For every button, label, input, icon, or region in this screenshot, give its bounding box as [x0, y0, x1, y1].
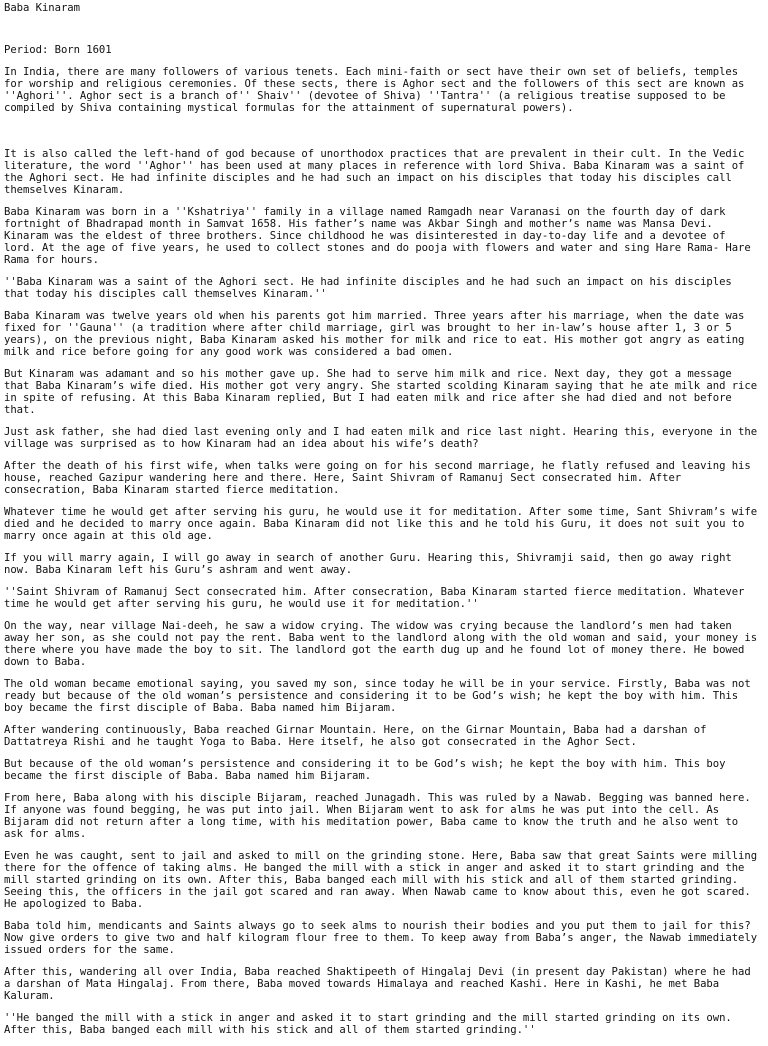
pull-quote: ''Baba Kinaram was a saint of the Aghori sect. He had infinite disciples and he had such an impact on his disciples that today his disciples call themselves Kinaram.'': [4, 276, 732, 300]
paragraph: Even he was caught, sent to jail and asked to mill on the grinding stone. Here, Baba saw that great Saints were milling there for the offence of taking alms. He banged the mill with a stick in anger and asked it to start grinding and the mill started grinding on its own. After this, Baba banged each mill with his stick and all of them started grinding. Seeing this, the officers in the jail got scared and ran away. When Nawab came to know about this, even he got scared. He apologized to Baba.: [4, 850, 758, 910]
paragraph: If you will marry again, I will go away in search of another Guru. Hearing this, Shivramji said, then go away right now. Baba Kinaram left his Guru’s ashram and went away.: [4, 552, 732, 576]
paragraph: After this, wandering all over India, Baba reached Shaktipeeth of Hingalaj Devi (in present day Pakistan) where he had a darshan of Mata Hingalaj. From there, Baba moved towards Himalaya and reached Kashi. Here in Kashi, he met Baba Kaluram.: [4, 966, 751, 1002]
pull-quote: ''Saint Shivram of Ramanuj Sect consecrated him. After consecration, Baba Kinaram started fierce meditation. Whatever time he would get after serving his guru, he would use it for meditation.'': [4, 586, 745, 610]
paragraph: Just ask father, she had died last evening only and I had eaten milk and rice last night. Hearing this, everyone in the village was surprised as to how Kinaram had an idea about his wife’s death?: [4, 426, 758, 450]
document-page: [4, 2, 762, 1046]
paragraph: But because of the old woman’s persistence and considering it to be God’s wish; he kept the boy with him. This boy became the first disciple of Baba. Baba named him Bijaram.: [4, 758, 726, 782]
paragraph: The old woman became emotional saying, you saved my son, since today he will be in your service. Firstly, Baba was not ready but because of the old woman’s persistence and considering it to be God’s wish; he kept the boy with him. This boy became the first disciple of Baba. Baba named him Bijaram.: [4, 678, 751, 714]
paragraph: Baba Kinaram was twelve years old when his parents got him married. Three years after his marriage, when the date was fixed for ''Gauna'' (a tradition where after child marriage, girl was brought to her in-law’s house after 1, 3 or 5 years), on the previous night, Baba Kinaram asked his mother for milk and rice to eat. His mother got angry as eating milk and rice before going for any good work was considered a bad omen.: [4, 310, 745, 358]
paragraph: After the death of his first wife, when talks were going on for his second marriage, he flatly refused and leaving his house, reached Gazipur wandering here and there. Here, Saint Shivram of Ramanuj Sect consecrated him. After consecration, Baba Kinaram started fierce meditation.: [4, 460, 751, 496]
period-line: Period: Born 1601: [4, 44, 112, 56]
paragraph: Baba told him, mendicants and Saints always go to seek alms to nourish their bodies and you put them to jail for this? Now give orders to give two and half kilogram flour free to them. To keep away from Baba’s anger, the Nawab immediately issued orders for the same.: [4, 920, 758, 956]
paragraph: It is also called the left-hand of god because of unorthodox practices that are prevalent in their cult. In the Vedic literature, the word ''Aghor'' has been used at many places in reference with lord Shiva. Baba Kinaram was a saint of the Aghori sect. He had infinite disciples and he had such an impact on his disciples that today his disciples call themselves Kinaram.: [4, 148, 745, 196]
pull-quote: ''He banged the mill with a stick in anger and asked it to start grinding and the mill started grinding on its own. After this, Baba banged each mill with his stick and all of them started grinding.'': [4, 1012, 732, 1036]
paragraph: But Kinaram was adamant and so his mother gave up. She had to serve him milk and rice. Next day, they got a message that Baba Kinaram’s wife died. His mother got very angry. She started scolding Kinaram saying that he ate milk and rice in spite of refusing. At this Baba Kinaram replied, But I had eaten milk and rice after she had died and not before that.: [4, 368, 758, 416]
document-title: Baba Kinaram: [4, 2, 80, 14]
paragraph: After wandering continuously, Baba reached Girnar Mountain. Here, on the Girnar Mountain, Baba had a darshan of Dattatreya Rishi and he taught Yoga to Baba. Here itself, he also got consecrated in the Aghor Sect.: [4, 724, 707, 748]
paragraph: In India, there are many followers of various tenets. Each mini-faith or sect have their own set of beliefs, temples for worship and religious ceremonies. Of these sects, there is Aghor sect and the followers of this sect are known as ''Aghori''. Aghor sect is a branch of'' Shaiv'' (devotee of Shiva) ''Tantra'' (a religious treatise supposed to be compiled by Shiva containing mystical formulas for the attainment of supernatural powers).: [4, 66, 745, 114]
paragraph: Baba Kinaram was born in a ''Kshatriya'' family in a village named Ramgadh near Varanasi on the fourth day of dark fortnight of Bhadrapad month in Samvat 1658. His father’s name was Akbar Singh and mother’s name was Mansa Devi. Kinaram was the eldest of three brothers. Since childhood he was disinterested in day-to-day life and a devotee of lord. At the age of five years, he used to collect stones and do pooja with flowers and water and sing Hare Rama- Hare Rama for hours.: [4, 206, 751, 266]
paragraph: On the way, near village Nai-deeh, he saw a widow crying. The widow was crying because the landlord’s men had taken away her son, as she could not pay the rent. Baba went to the landlord along with the old woman and said, your money is there where you have made the boy to sit. The landlord got the earth dug up and he found lot of money there. He bowed down to Baba.: [4, 620, 758, 668]
paragraph: From here, Baba along with his disciple Bijaram, reached Junagadh. This was ruled by a Nawab. Begging was banned here. If anyone was found begging, he was put into jail. When Bijaram went to ask for alms he was put into the cell. As Bijaram did not return after a long time, with his meditation power, Baba came to know the truth and he also went to ask for alms.: [4, 792, 751, 840]
paragraph: Whatever time he would get after serving his guru, he would use it for meditation. After some time, Sant Shivram’s wife died and he decided to marry once again. Baba Kinaram did not like this and he told his Guru, it does not suit you to marry once again at this old age.: [4, 506, 758, 542]
